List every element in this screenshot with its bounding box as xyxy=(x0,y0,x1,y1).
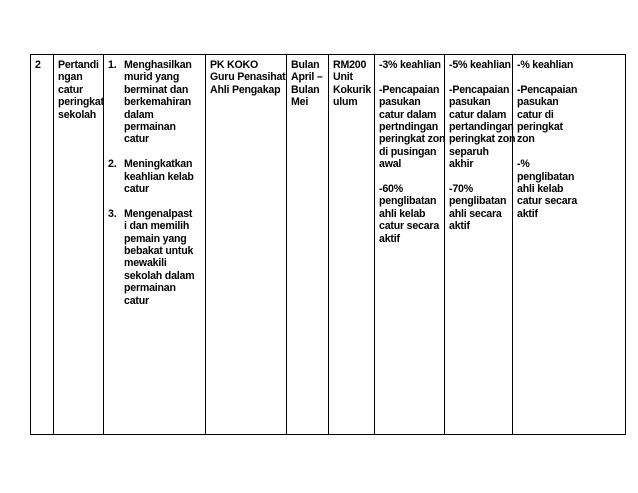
target-2-line: akhir xyxy=(449,158,474,171)
cell-cost xyxy=(329,55,375,435)
cell-objectives xyxy=(104,55,206,435)
cost-line: RM200 xyxy=(333,59,367,71)
objective-number: 3. xyxy=(108,207,117,220)
objective-text-line: berkemahiran xyxy=(124,96,192,109)
target-3-line: ahli kelab xyxy=(517,183,564,196)
target-1-line: awal xyxy=(379,158,402,171)
target-3-line: catur secara xyxy=(517,195,578,208)
target-2-line: pasukan xyxy=(449,96,491,109)
objective-text-line: catur xyxy=(124,133,149,146)
objective-item xyxy=(108,158,201,195)
target-1-line: pertndingan xyxy=(379,121,439,134)
target-1-line: catur secara xyxy=(379,220,440,233)
program-name-line: Pertandi xyxy=(58,59,99,71)
objective-text-line: Mengenalpast xyxy=(124,207,193,220)
timeline-line: April – xyxy=(291,71,323,84)
objectives-list xyxy=(108,59,201,307)
target-3-line: pasukan xyxy=(517,96,559,109)
target-1-line: peringkat zon xyxy=(379,133,446,146)
objective-text-line: permainan xyxy=(124,121,176,134)
target-2-line: catur dalam xyxy=(449,108,507,121)
objective-text-line: bebakat untuk xyxy=(124,245,194,258)
target-3-line: aktif xyxy=(517,207,538,220)
table-row xyxy=(31,55,626,435)
objective-text-line: Menghasilkan xyxy=(124,59,192,71)
target-1-line: ahli kelab xyxy=(379,207,426,220)
responsible-line: Ahli Pengakap xyxy=(210,83,281,96)
objective-text-line: berminat dan xyxy=(124,83,189,96)
target-3-line: penglibatan xyxy=(517,170,575,183)
program-name-line: sekolah xyxy=(58,108,97,121)
target-1-line: catur dalam xyxy=(379,108,437,121)
program-name-line: ngan xyxy=(58,71,83,84)
target-1-line: aktif xyxy=(379,232,400,245)
spacer xyxy=(449,71,508,83)
timeline-line: Bulan xyxy=(291,83,320,96)
responsible-line: PK KOKO xyxy=(210,59,259,71)
objective-text-line: dalam xyxy=(124,108,154,121)
target-3-line: -Pencapaian xyxy=(517,83,578,96)
program-name-line: peringkat xyxy=(58,96,104,109)
target-1-line: pasukan xyxy=(379,96,421,109)
spacer xyxy=(379,171,440,183)
cell-no xyxy=(31,55,54,435)
spacer xyxy=(449,171,508,183)
timeline-line: Bulan xyxy=(291,59,320,71)
target-2-line: -5% keahlian xyxy=(449,59,511,71)
target-1-line: -3% keahlian xyxy=(379,59,441,71)
target-3-line: zon xyxy=(517,133,535,146)
objective-text-line: mewakili xyxy=(124,257,167,270)
target-1-line: di pusingan xyxy=(379,145,437,158)
objective-text-line: murid yang xyxy=(124,71,180,84)
objective-text-line: i dan memilih xyxy=(124,220,190,233)
row-number: 2 xyxy=(35,59,41,71)
cost-line: ulum xyxy=(333,96,358,109)
objective-item xyxy=(108,59,201,146)
program-table xyxy=(30,54,626,435)
target-1-line: -60% xyxy=(379,183,403,196)
target-3-line: -% xyxy=(517,158,530,171)
target-1-line: penglibatan xyxy=(379,195,437,208)
cell-program xyxy=(54,55,104,435)
objective-text-line: keahlian kelab xyxy=(124,170,194,183)
cell-target-1 xyxy=(375,55,445,435)
target-3-line: peringkat xyxy=(517,121,563,134)
program-name-line: catur xyxy=(58,83,83,96)
target-2-line: penglibatan xyxy=(449,195,507,208)
responsible-line: Guru Penasihat xyxy=(210,71,286,84)
target-1-line: -Pencapaian xyxy=(379,83,440,96)
objective-text-line: pemain yang xyxy=(124,232,187,245)
cell-timeline xyxy=(287,55,329,435)
cell-target-2 xyxy=(445,55,516,435)
objective-number: 2. xyxy=(108,158,117,171)
target-3-line: -% keahlian xyxy=(517,59,574,71)
target-2-line: ahli secara xyxy=(449,207,502,220)
objective-number: 1. xyxy=(108,59,117,71)
spacer xyxy=(379,71,440,83)
target-2-line: -70% xyxy=(449,183,473,196)
objective-text-line: Meningkatkan xyxy=(124,158,193,171)
cost-line: Unit xyxy=(333,71,353,84)
cell-responsible xyxy=(206,55,287,435)
target-2-line: separuh xyxy=(449,145,489,158)
objective-item xyxy=(108,208,201,307)
objective-text-line: catur xyxy=(124,294,149,307)
spacer xyxy=(517,71,621,83)
objective-text-line: catur xyxy=(124,183,149,196)
target-3-line: catur di xyxy=(517,108,554,121)
target-2-line: -Pencapaian xyxy=(449,83,510,96)
objective-text-line: permainan xyxy=(124,282,176,295)
timeline-line: Mei xyxy=(291,96,309,109)
cost-line: Kokurik xyxy=(333,83,372,96)
target-2-line: aktif xyxy=(449,220,470,233)
objective-text-line: sekolah dalam xyxy=(124,269,195,282)
spacer xyxy=(517,146,621,158)
cell-target-3 xyxy=(513,55,626,435)
target-2-line: pertandingan xyxy=(449,121,514,134)
target-2-line: peringkat zon xyxy=(449,133,516,146)
